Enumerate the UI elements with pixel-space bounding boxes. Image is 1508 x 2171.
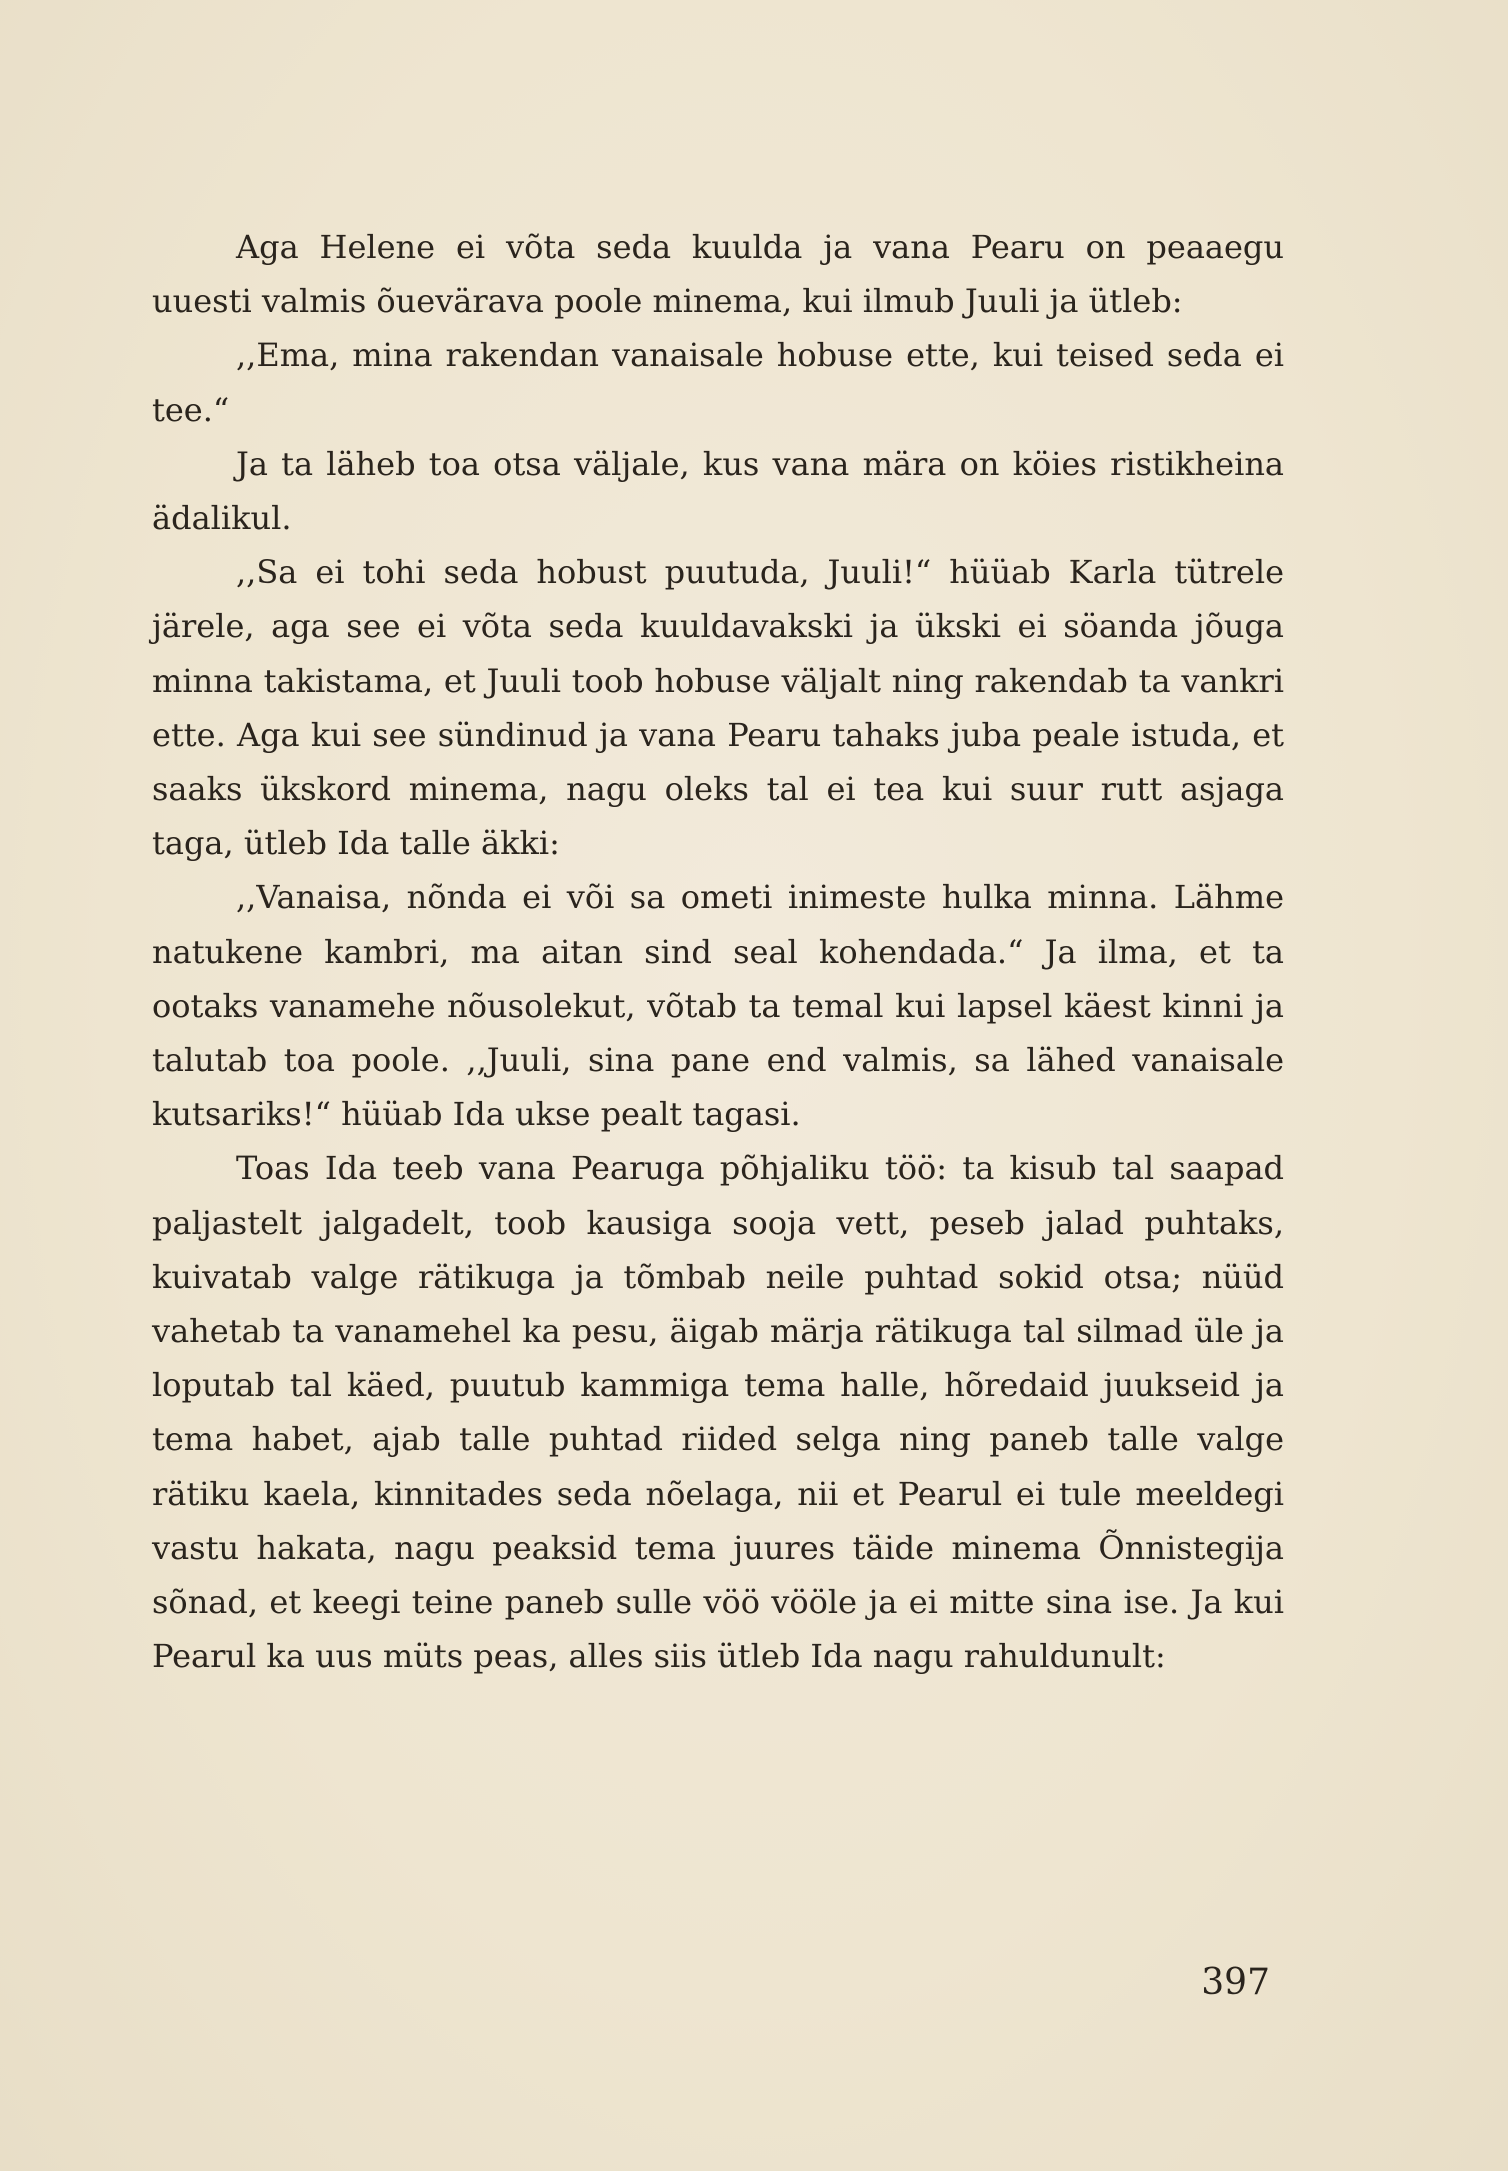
paragraph-2: ,,Ema, mina rakendan vanaisale hobuse ette, kui teised seda ei tee.“ <box>152 336 1284 429</box>
body-text <box>152 220 1284 1683</box>
paragraph-6: Toas Ida teeb vana Pearuga põhjaliku töö: ta kisub tal saapad paljastelt jalgadelt, toob kausiga sooja vett, peseb jalad puhtaks, kuivatab valge rätikuga ja tõmbab neile puhtad sokid otsa; nüüd vahetab ta vanamehel ka pesu, äigab märja rätikuga tal silmad üle ja loputab tal käed, puutub kammiga tema halle, hõredaid juukseid ja tema habet, ajab talle puhtad riided selga ning paneb talle valge rätiku kaela, kinnitades seda nõelaga, nii et Pearul ei tule meeldegi vastu hakata, nagu peaksid tema juures täide minema Õnnistegija sõnad, et keegi teine paneb sulle vöö vööle ja ei mitte sina ise. Ja kui Pearul ka uus müts peas, alles siis ütleb Ida nagu rahuldunult: <box>152 1149 1284 1676</box>
paragraph-3: Ja ta läheb toa otsa väljale, kus vana mära on köies ristikheina ädalikul. <box>152 444 1284 538</box>
paragraph-1: Aga Helene ei võta seda kuulda ja vana Pearu on peaaegu uuesti valmis õuevärava poole minema, kui ilmub Juuli ja ütleb: <box>152 228 1284 321</box>
page-number: 397 <box>1201 1962 1270 2003</box>
paragraph-4: ,,Sa ei tohi seda hobust puutuda, Juuli!“ hüüab Karla tütrele järele, aga see ei võta seda kuuldavakski ja ükski ei söanda jõuga minna takistama, et Juuli toob hobuse väljalt ning rakendab ta vankri ette. Aga kui see sündinud ja vana Pearu tahaks juba peale istuda, et saaks ükskord minema, nagu oleks tal ei tea kui suur rutt asjaga taga, ütleb Ida talle äkki: <box>152 553 1284 863</box>
paragraph-5: ,,Vanaisa, nõnda ei või sa ometi inimeste hulka minna. Lähme natukene kambri, ma aitan sind seal kohendada.“ Ja ilma, et ta ootaks vanamehe nõusolekut, võtab ta temal kui lapsel käest kinni ja talutab toa poole. ,,Juuli, sina pane end valmis, sa lähed vanaisale kutsariks!“ hüüab Ida ukse pealt tagasi. <box>152 878 1284 1134</box>
